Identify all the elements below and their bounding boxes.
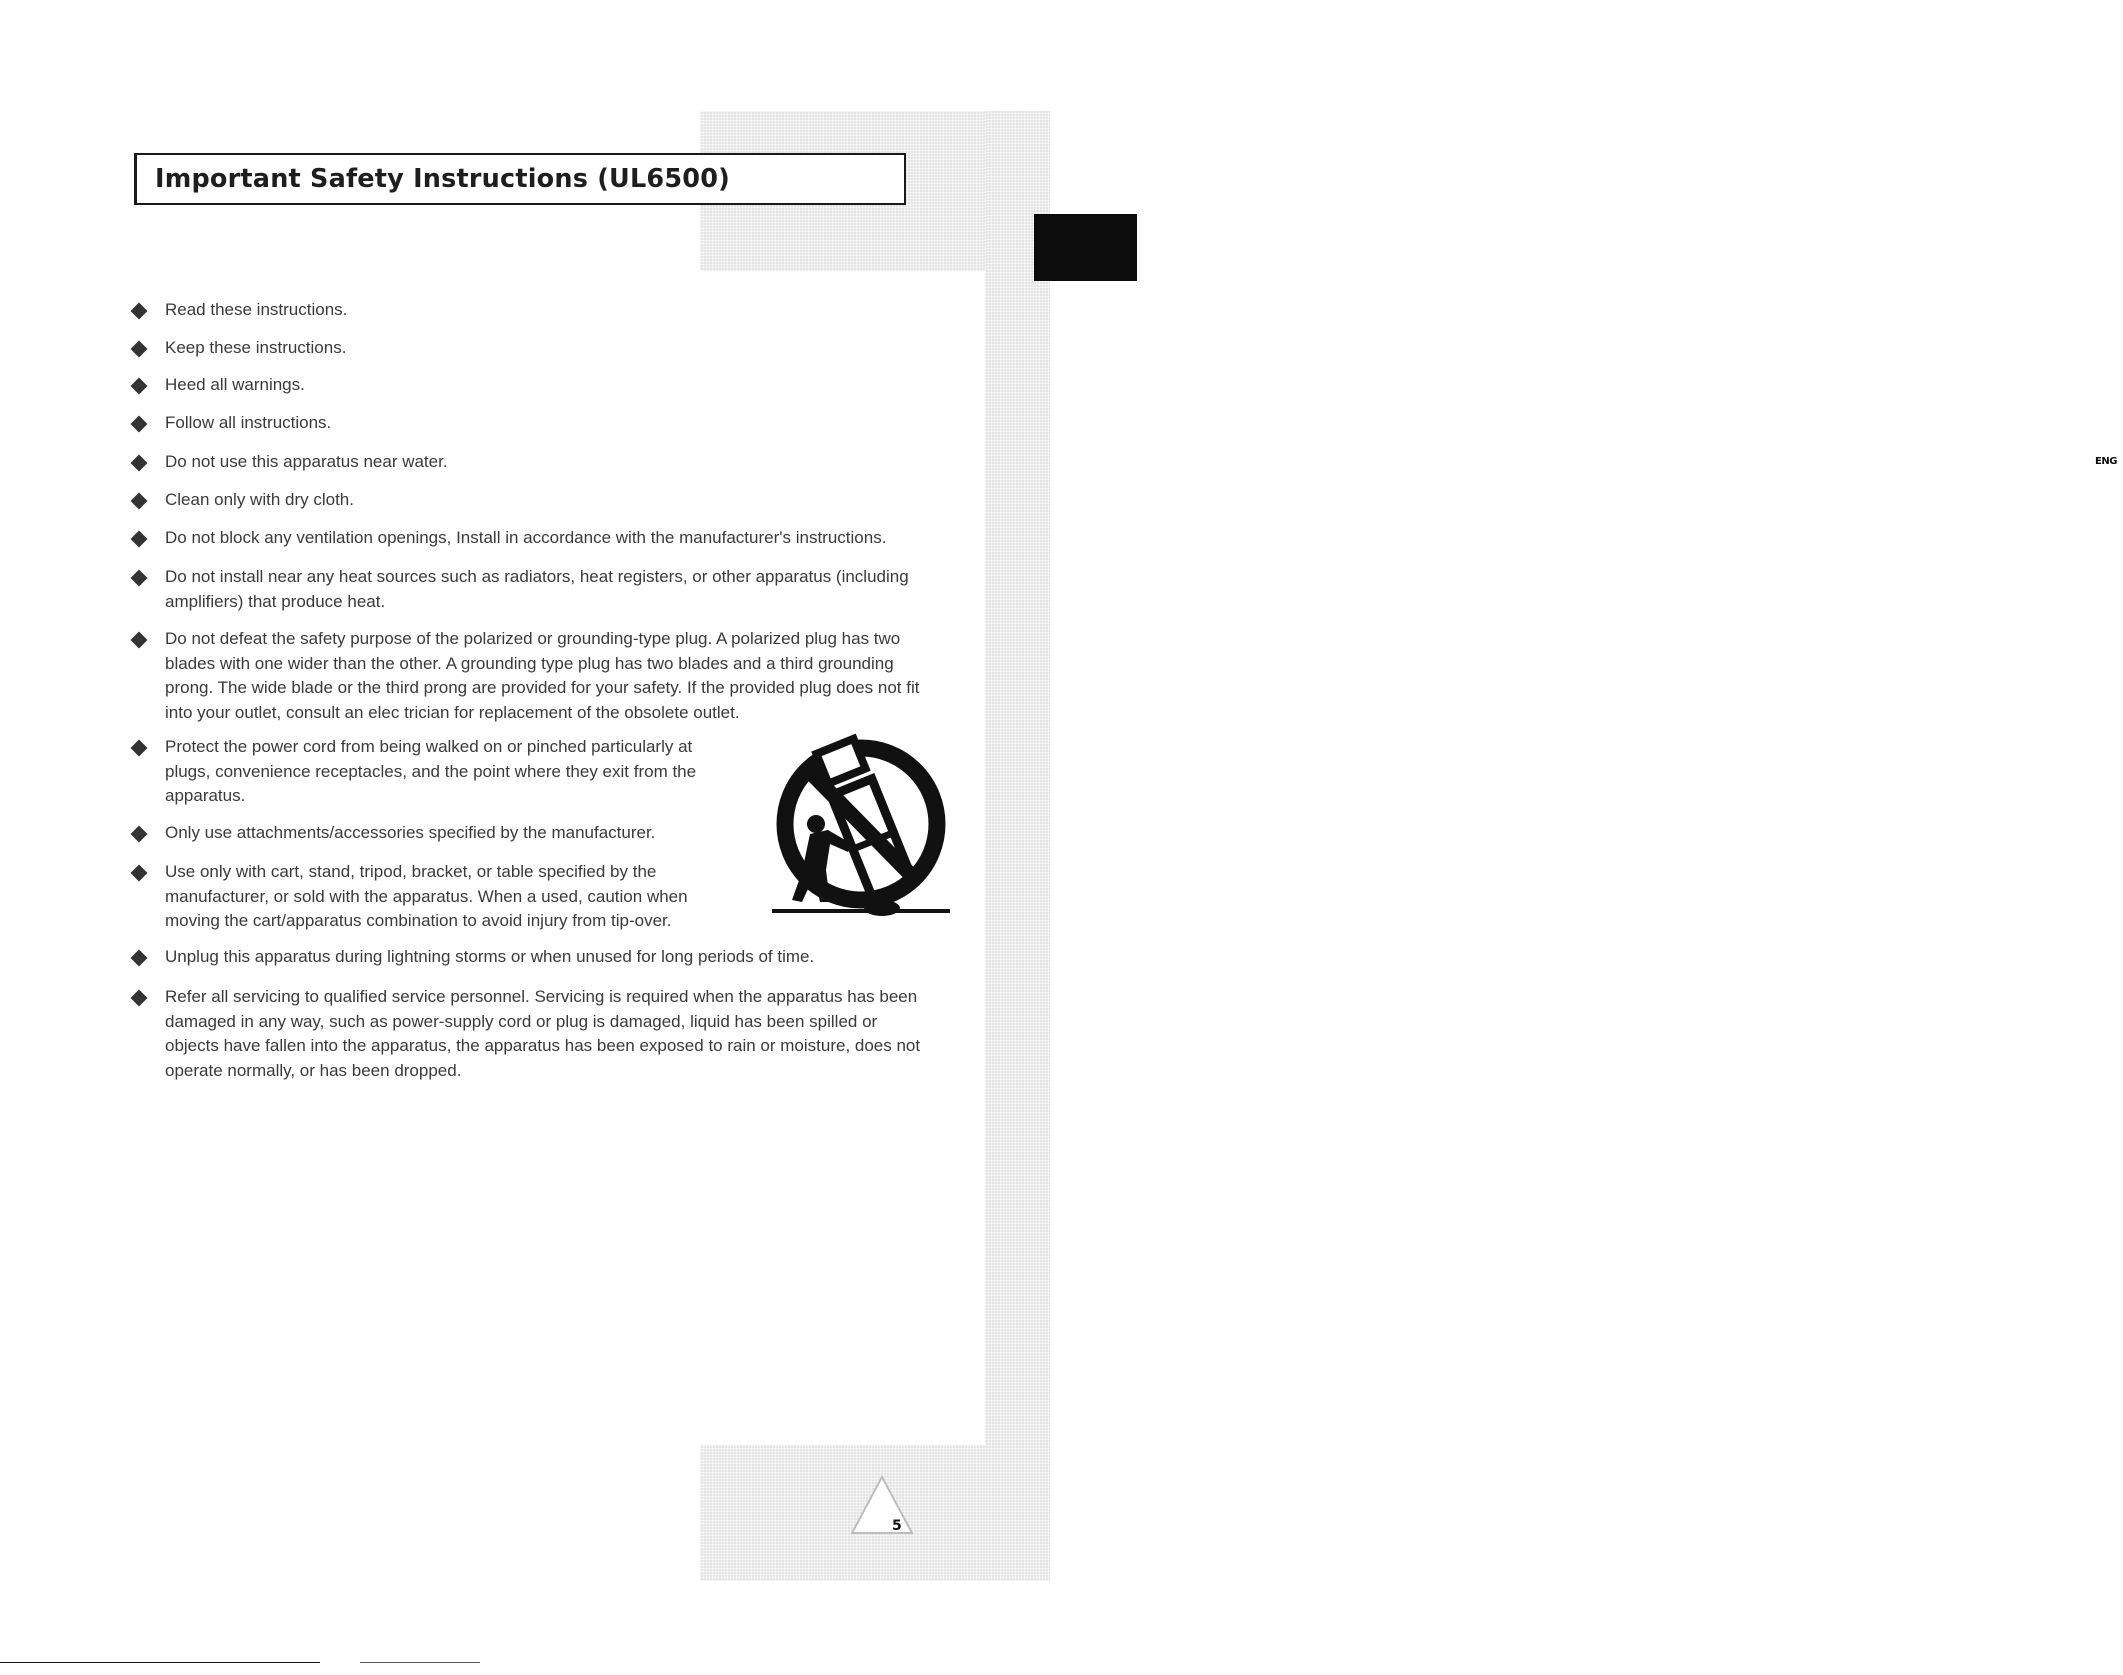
diamond-bullet-icon <box>131 570 148 587</box>
list-item <box>165 336 346 361</box>
bottom-rule-left <box>0 1662 320 1663</box>
list-item-line: Do not use this apparatus near water. <box>165 452 448 471</box>
diamond-bullet-icon <box>131 493 148 510</box>
diamond-bullet-icon <box>131 378 148 395</box>
list-item-line: blades with one wider than the other. A grounding type plug has two blades and a third grounding <box>165 653 894 673</box>
list-item <box>165 565 909 614</box>
diamond-bullet-icon <box>131 416 148 433</box>
page-title: Important Safety Instructions (UL6500) <box>155 164 731 194</box>
diamond-bullet-icon <box>131 455 148 472</box>
diamond-bullet-icon <box>131 950 148 967</box>
list-item-line: apparatus. <box>165 786 246 805</box>
list-item <box>165 735 696 809</box>
list-item <box>165 488 354 513</box>
list-item-line: Clean only with dry cloth. <box>165 490 354 509</box>
list-item <box>165 298 347 323</box>
list-item-line: Only use attachments/accessories specified by the manufacturer. <box>165 823 656 842</box>
list-item-line: prong. The wide blade or the third prong are provided for your safety. If the provided plug does not fit <box>165 678 920 697</box>
list-item <box>165 860 688 934</box>
list-item-line: manufacturer, or sold with the apparatus. When a used, caution when <box>165 886 688 906</box>
diamond-bullet-icon <box>131 865 148 882</box>
list-item-line: Do not defeat the safety purpose of the polarized or grounding-type plug. A polarized plug has two <box>165 629 901 648</box>
cart-tip-over-warning-icon <box>772 712 950 919</box>
list-item-line: Keep these instructions. <box>165 338 347 357</box>
list-item-line: Read these instructions. <box>165 300 348 319</box>
triangle-page-marker-icon <box>850 1475 914 1535</box>
language-tab <box>1034 214 2117 467</box>
diamond-bullet-icon <box>131 990 148 1007</box>
list-item-line: Do not install near any heat sources such as radiators, heat registers, or other apparatus (including <box>165 567 909 586</box>
language-badge-label: ENG <box>2093 448 2120 475</box>
list-item <box>165 985 920 1083</box>
list-item-line: Protect the power cord from being walked on or pinched particularly at <box>165 737 693 756</box>
list-item <box>165 945 814 970</box>
diamond-bullet-icon <box>131 632 148 649</box>
list-item-line: into your outlet, consult an elec trician for replacement of the obsolete outlet. <box>165 702 740 722</box>
bottom-rule-right <box>360 1662 480 1663</box>
right-margin-screen <box>985 111 1050 1581</box>
list-item <box>165 373 305 398</box>
diamond-bullet-icon <box>131 303 148 320</box>
page-number: 5 <box>892 1518 902 1534</box>
list-item-line: operate normally, or has been dropped. <box>165 1060 462 1080</box>
list-item-line: Unplug this apparatus during lightning storms or when unused for long periods of time. <box>165 947 815 966</box>
list-item-line: amplifiers) that produce heat. <box>165 591 386 611</box>
list-item <box>165 627 919 725</box>
list-item-line: Heed all warnings. <box>165 375 305 394</box>
list-item-line: Follow all instructions. <box>165 413 332 432</box>
diamond-bullet-icon <box>131 341 148 358</box>
diamond-bullet-icon <box>131 740 148 757</box>
list-item-line: moving the cart/apparatus combination to avoid injury from tip-over. <box>165 911 672 930</box>
list-item-line: Use only with cart, stand, tripod, bracket, or table specified by the <box>165 862 657 881</box>
list-item-line: plugs, convenience receptacles, and the point where they exit from the <box>165 761 697 781</box>
list-item-line: Refer all servicing to qualified service personnel. Servicing is required when the apparatus has been <box>165 987 918 1006</box>
list-item <box>165 526 886 551</box>
diamond-bullet-icon <box>131 531 148 548</box>
list-item <box>165 450 448 475</box>
list-item-line: damaged in any way, such as power-supply cord or plug is damaged, liquid has been spilled or <box>165 1011 878 1031</box>
list-item-line: objects have fallen into the apparatus, the apparatus has been exposed to rain or moisture, does not <box>165 1036 921 1055</box>
eng-language-icon <box>2089 444 2123 478</box>
list-item <box>165 821 655 846</box>
list-item <box>165 411 331 436</box>
diamond-bullet-icon <box>131 826 148 843</box>
list-item-line: Do not block any ventilation openings, Install in accordance with the manufacturer's instructions. <box>165 528 887 547</box>
